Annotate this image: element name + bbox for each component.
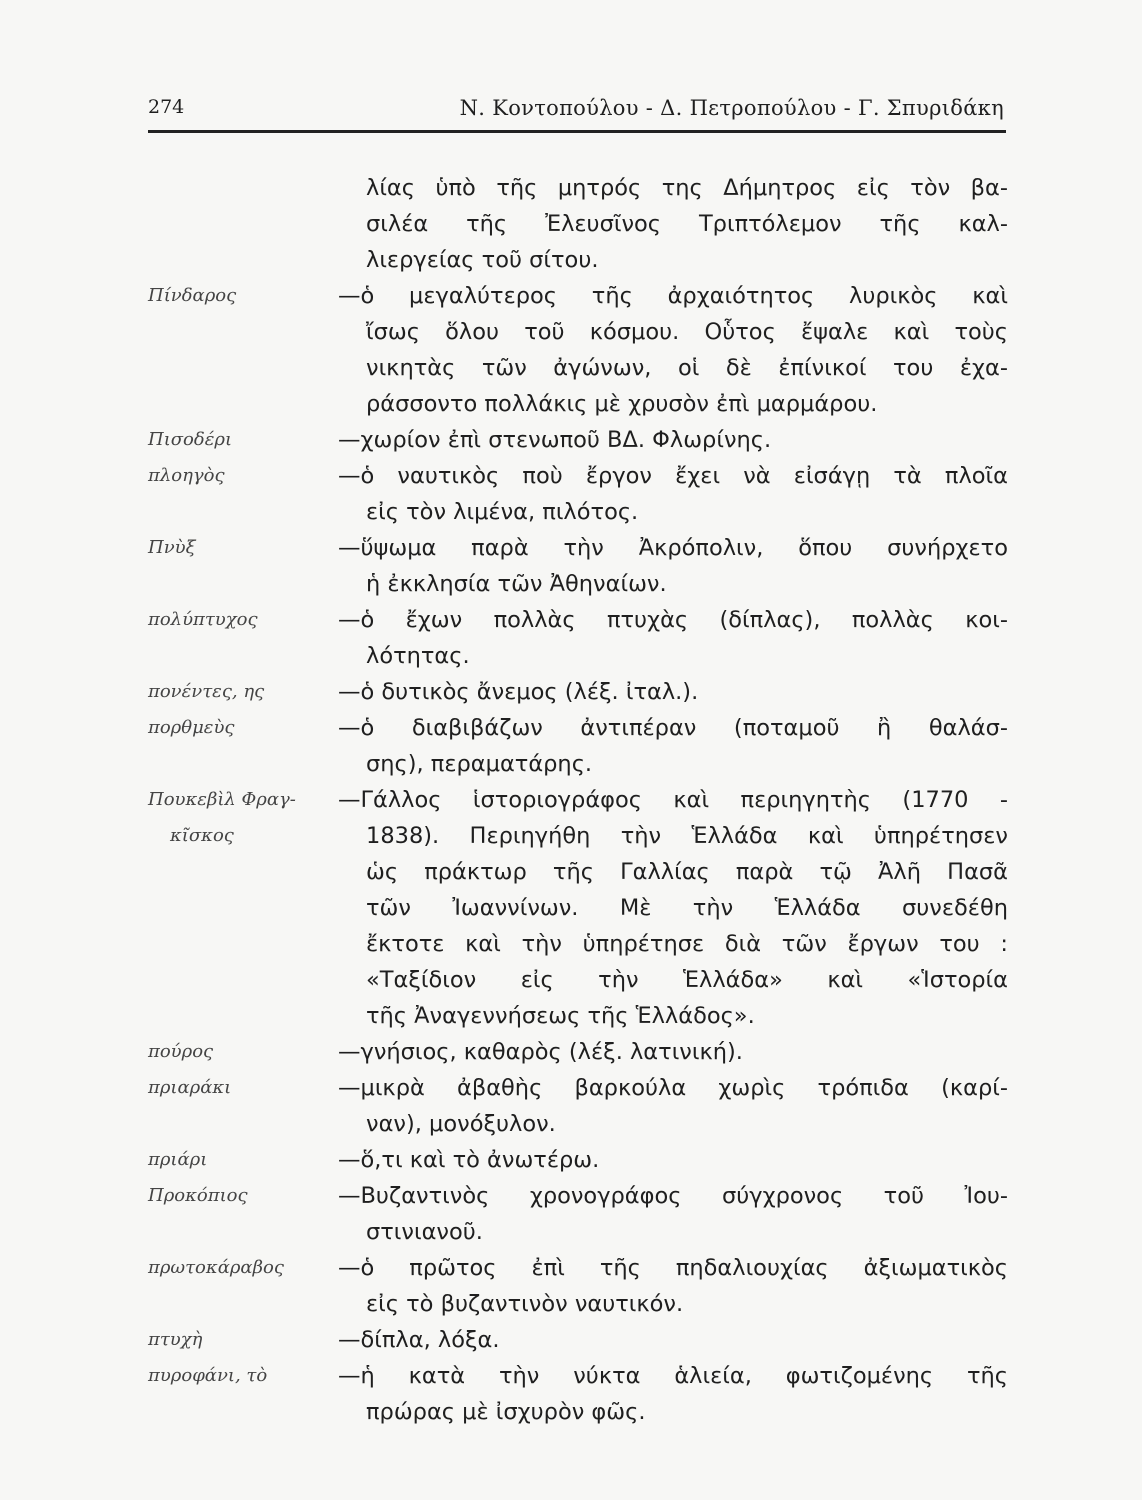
definition-line: 1838). Περιηγήθη τὴν Ἑλλάδα καὶ ὑπηρέτησεν <box>366 823 1008 849</box>
page-header <box>148 96 1006 133</box>
glossary-entry <box>148 1250 1008 1322</box>
definition-line: —ὁ μεγαλύτερος τῆς ἀρχαιότητος λυρικὸς καὶ <box>338 283 1008 309</box>
definition-line: ὡς πράκτωρ τῆς Γαλλίας παρὰ τῷ Ἀλῆ Πασᾶ <box>366 859 1008 885</box>
definition-line: τῆς Ἀναγεννήσεως τῆς Ἑλλάδος». <box>366 1003 755 1029</box>
glossary-entry <box>148 674 1008 710</box>
entry-term-continuation: κῖσκος <box>170 825 234 846</box>
entry-definition <box>338 1322 1008 1358</box>
entry-term-text: Πισοδέρι <box>148 429 233 450</box>
entry-term <box>148 1358 366 1394</box>
definition-line: ράσσοντο πολλάκις μὲ χρυσὸν ἐπὶ μαρμάρου. <box>366 391 878 417</box>
entry-definition <box>338 1034 1008 1070</box>
definition-line: —ὁ ἔχων πολλὰς πτυχὰς (δίπλας), πολλὰς κοι- <box>338 607 1008 633</box>
definition-line: ναν), μονόξυλον. <box>366 1111 556 1137</box>
definition-line: —ἡ κατὰ τὴν νύκτα ἁλιεία, φωτιζομένης τῆς <box>338 1363 1008 1389</box>
glossary-entry <box>148 1322 1008 1358</box>
glossary-entry <box>148 278 1008 422</box>
entry-definition <box>338 278 1008 422</box>
definition-line: —ὁ πρῶτος ἐπὶ τῆς πηδαλιουχίας ἀξιωματικὸς <box>338 1255 1008 1281</box>
entry-definition <box>366 170 1008 278</box>
definition-line: —χωρίον ἐπὶ στενωποῦ ΒΔ. Φλωρίνης. <box>338 427 772 453</box>
entry-term-text: πριάρι <box>148 1149 208 1170</box>
definition-line: λίας ὑπὸ τῆς μητρός της Δήμητρος εἰς τὸν βα- <box>366 175 1008 201</box>
glossary-entry <box>148 1070 1008 1142</box>
entry-definition <box>338 710 1008 782</box>
definition-line: —ὅ,τι καὶ τὸ ἀνωτέρω. <box>338 1147 600 1173</box>
entry-term-text: πρωτοκάραβος <box>148 1257 284 1278</box>
entry-term-text: Πουκεβὶλ Φραγ- <box>148 789 296 810</box>
definition-line: —ὁ διαβιβάζων ἀντιπέραν (ποταμοῦ ἢ θαλάσ- <box>338 715 1008 741</box>
entry-term <box>148 674 366 710</box>
entry-term-text: Πίνδαρος <box>148 285 237 306</box>
entry-term <box>148 458 366 494</box>
definition-line: πρώρας μὲ ἰσχυρὸν φῶς. <box>366 1399 646 1425</box>
entry-definition <box>338 1250 1008 1322</box>
definition-line: —ὁ δυτικὸς ἄνεμος (λέξ. ἰταλ.). <box>338 679 699 705</box>
entry-term <box>148 602 366 638</box>
entry-term <box>148 1142 366 1178</box>
entry-term <box>148 1070 366 1106</box>
entry-term-text: πλοηγὸς <box>148 465 225 486</box>
definition-line: σης), περαματάρης. <box>366 751 593 777</box>
glossary-entry <box>148 710 1008 782</box>
entry-term-text: πονέντες, ης <box>148 681 265 702</box>
definition-line: ἡ ἐκκλησία τῶν Ἀθηναίων. <box>366 571 667 597</box>
glossary-entry <box>148 782 1008 1034</box>
definition-line: εἰς τὸ βυζαντινὸν ναυτικόν. <box>366 1291 684 1317</box>
definition-line: «Ταξίδιον εἰς τὴν Ἑλλάδα» καὶ «Ἱστορία <box>366 967 1008 993</box>
glossary-entry <box>148 422 1008 458</box>
definition-line: ἴσως ὅλου τοῦ κόσμου. Οὗτος ἔψαλε καὶ τοὺς <box>366 319 1008 345</box>
entry-term-text: Προκόπιος <box>148 1185 248 1206</box>
definition-line: —Βυζαντινὸς χρονογράφος σύγχρονος τοῦ Ἰου- <box>338 1183 1008 1209</box>
entry-term <box>148 278 366 314</box>
definition-line: τῶν Ἰωαννίνων. Μὲ τὴν Ἑλλάδα συνεδέθη <box>366 895 1008 921</box>
entry-term <box>148 1322 366 1358</box>
definition-line: —Γάλλος ἱστοριογράφος καὶ περιηγητὴς (1770 - <box>338 787 1008 813</box>
entry-definition <box>338 1178 1008 1250</box>
definition-line: εἰς τὸν λιμένα, πιλότος. <box>366 499 639 525</box>
glossary-entry <box>148 1034 1008 1070</box>
definition-line: σιλέα τῆς Ἐλευσῖνος Τριπτόλεμον τῆς καλ- <box>366 211 1008 237</box>
definition-line: ἔκτοτε καὶ τὴν ὑπηρέτησε διὰ τῶν ἔργων του : <box>366 931 1008 957</box>
entry-term <box>148 782 366 854</box>
glossary-entries <box>148 170 1008 1430</box>
glossary-entry <box>148 170 1008 278</box>
glossary-entry <box>148 1358 1008 1430</box>
definition-line: λιεργείας τοῦ σίτου. <box>366 247 599 273</box>
entry-definition <box>338 674 1008 710</box>
definition-line: —δίπλα, λόξα. <box>338 1327 500 1353</box>
entry-term <box>148 530 366 566</box>
glossary-entry <box>148 530 1008 602</box>
entry-term-text: πορθμεὺς <box>148 717 235 738</box>
entry-term <box>148 1178 366 1214</box>
definition-line: —ὕψωμα παρὰ τὴν Ἀκρόπολιν, ὅπου συνήρχετο <box>338 535 1008 561</box>
running-head: Ν. Κοντοπούλου - Δ. Πετροπούλου - Γ. Σπυριδάκη <box>459 96 1004 120</box>
definition-line: —μικρὰ ἀβαθὴς βαρκούλα χωρὶς τρόπιδα (καρί- <box>338 1075 1008 1101</box>
entry-definition <box>338 1142 1008 1178</box>
glossary-entry <box>148 602 1008 674</box>
entry-term-text: πούρος <box>148 1041 214 1062</box>
entry-definition <box>338 530 1008 602</box>
entry-definition <box>338 602 1008 674</box>
entry-term-text: πριαράκι <box>148 1077 232 1098</box>
entry-definition <box>338 422 1008 458</box>
definition-line: νικητὰς τῶν ἀγώνων, οἱ δὲ ἐπίνικοί του ἐχα- <box>366 355 1008 381</box>
entry-definition <box>338 782 1008 1034</box>
entry-term-text: πυροφάνι, τὸ <box>148 1365 268 1386</box>
glossary-entry <box>148 458 1008 530</box>
entry-term-text: πολύπτυχος <box>148 609 258 630</box>
entry-definition <box>338 1358 1008 1430</box>
entry-definition <box>338 458 1008 530</box>
entry-term <box>148 422 366 458</box>
entry-term <box>148 1250 366 1286</box>
glossary-entry <box>148 1178 1008 1250</box>
entry-term-text: Πνὺξ <box>148 537 196 558</box>
glossary-entry <box>148 1142 1008 1178</box>
definition-line: —γνήσιος, καθαρὸς (λέξ. λατινική). <box>338 1039 743 1065</box>
definition-line: —ὁ ναυτικὸς ποὺ ἔργον ἔχει νὰ εἰσάγῃ τὰ πλοῖα <box>338 463 1008 489</box>
definition-line: στινιανοῦ. <box>366 1219 483 1245</box>
entry-definition <box>338 1070 1008 1142</box>
entry-term <box>148 1034 366 1070</box>
entry-term-text: πτυχὴ <box>148 1329 203 1350</box>
entry-term <box>148 710 366 746</box>
definition-line: λότητας. <box>366 643 470 669</box>
page-number: 274 <box>148 96 185 118</box>
